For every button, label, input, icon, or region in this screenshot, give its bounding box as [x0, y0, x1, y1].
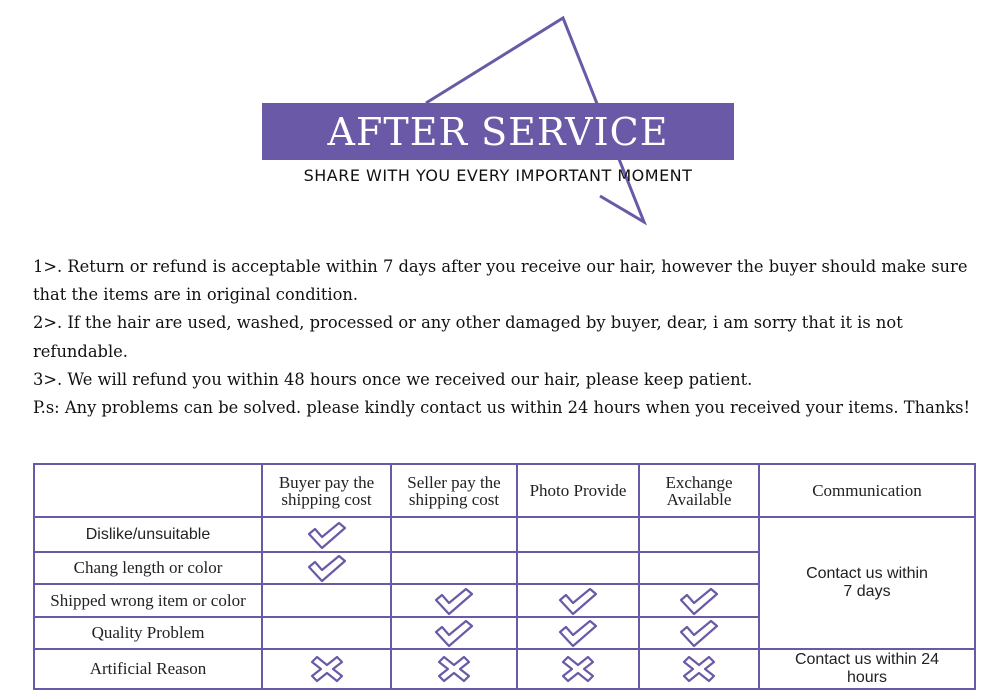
policy-item-3: 3>. We will refund you within 48 hours once we received our hair, please keep patient.: [33, 369, 753, 389]
banner-title-box: [262, 103, 734, 160]
checkmark-icon: [557, 586, 599, 616]
checkmark-icon: [557, 618, 599, 648]
empty-cell: [639, 517, 759, 552]
header-photo-provide: Photo Provide: [517, 464, 639, 517]
row-label: Chang length or color: [34, 552, 262, 584]
cross-icon: [560, 654, 596, 684]
cross-icon: [436, 654, 472, 684]
policy-item-2: 2>. If the hair are used, washed, processed or any other damaged by buyer, dear, i am sorry that it is not refundable.: [33, 313, 903, 361]
cross-icon: [681, 654, 717, 684]
header-exchange-available: Exchange Available: [639, 464, 759, 517]
checkmark-icon: [306, 520, 348, 550]
mark-cell: [639, 649, 759, 689]
row-label: Artificial Reason: [34, 649, 262, 689]
header-communication: Communication: [759, 464, 975, 517]
policy-note: P.s: Any problems can be solved. please kindly contact us within 24 hours when you received your items. Thanks!: [33, 398, 971, 418]
mark-cell: [391, 584, 517, 617]
empty-cell: [262, 617, 391, 649]
mark-cell: [517, 649, 639, 689]
service-table: [33, 463, 976, 690]
empty-cell: [639, 552, 759, 584]
checkmark-icon: [678, 618, 720, 648]
communication-cell: Contact us within 7 days: [759, 517, 975, 649]
row-label: Quality Problem: [34, 617, 262, 649]
header-buyer-pay: Buyer pay the shipping cost: [262, 464, 391, 517]
mark-cell: [639, 617, 759, 649]
row-label: Dislike/unsuitable: [34, 517, 262, 552]
header-cell-empty: [34, 464, 262, 517]
page-title: AFTER SERVICE: [327, 109, 669, 154]
header-seller-pay: Seller pay the shipping cost: [391, 464, 517, 517]
table-row: [34, 649, 975, 689]
empty-cell: [262, 584, 391, 617]
checkmark-icon: [433, 618, 475, 648]
policy-text: [33, 253, 983, 422]
mark-cell: [262, 552, 391, 584]
mark-cell: [639, 584, 759, 617]
cross-icon: [309, 654, 345, 684]
mark-cell: [391, 649, 517, 689]
mark-cell: [391, 617, 517, 649]
mark-cell: [262, 649, 391, 689]
empty-cell: [517, 517, 639, 552]
checkmark-icon: [306, 553, 348, 583]
checkmark-icon: [433, 586, 475, 616]
table-row: [34, 517, 975, 552]
row-label: Shipped wrong item or color: [34, 584, 262, 617]
mark-cell: [262, 517, 391, 552]
policy-item-1: 1>. Return or refund is acceptable within 7 days after you receive our hair, however the buyer should make sure that the items are in original condition.: [33, 257, 968, 305]
empty-cell: [391, 552, 517, 584]
empty-cell: [391, 517, 517, 552]
empty-cell: [517, 552, 639, 584]
checkmark-icon: [678, 586, 720, 616]
table-header-row: [34, 464, 975, 517]
mark-cell: [517, 617, 639, 649]
banner-subtitle: SHARE WITH YOU EVERY IMPORTANT MOMENT: [303, 166, 693, 185]
mark-cell: [517, 584, 639, 617]
communication-cell: Contact us within 24 hours: [759, 649, 975, 689]
